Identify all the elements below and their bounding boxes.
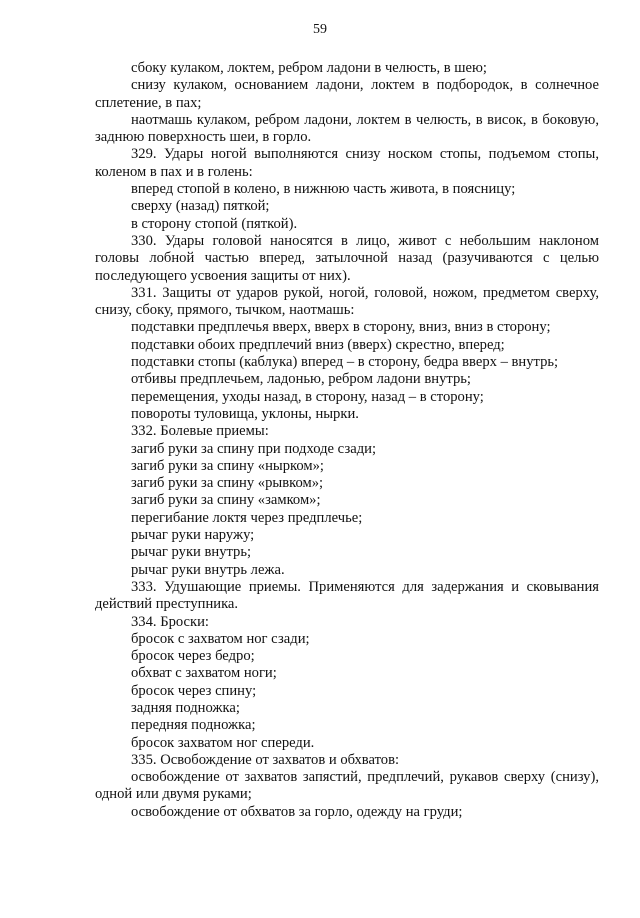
paragraph-331: 331. Защиты от ударов рукой, ногой, головой, ножом, предметом сверху, снизу, сбоку, прямого, тычком, наотмашь: bbox=[95, 284, 599, 319]
paragraph-335: 335. Освобождение от захватов и обхватов: bbox=[131, 751, 400, 768]
list-item: освобождение от захватов запястий, предплечий, рукавов сверху (снизу), одной или двумя руками; bbox=[95, 769, 599, 803]
list-item: подставки стопы (каблука) вперед – в сторону, бедра вверх – внутрь; bbox=[131, 354, 559, 371]
list-item: перемещения, уходы назад, в сторону, назад – в сторону; bbox=[131, 388, 484, 405]
list-item: передняя подножка; bbox=[131, 717, 256, 734]
list-item: загиб руки за спину при подходе сзади; bbox=[131, 440, 377, 457]
list-item: сбоку кулаком, локтем, ребром ладони в челюсть, в шею; bbox=[131, 60, 487, 76]
list-item: подставки предплечья вверх, вверх в сторону, вниз, вниз в сторону; bbox=[131, 319, 551, 336]
list-item: обхват с захватом ноги; bbox=[131, 665, 277, 682]
list-item: рычаг руки внутрь лежа. bbox=[131, 561, 285, 578]
list-item: отбивы предплечьем, ладонью, ребром ладони внутрь; bbox=[131, 371, 471, 388]
list-item: загиб руки за спину «нырком»; bbox=[131, 457, 324, 474]
list-item: рычаг руки наружу; bbox=[131, 527, 255, 544]
list-item: подставки обоих предплечий вниз (вверх) скрестно, вперед; bbox=[131, 336, 505, 353]
list-item: бросок через спину; bbox=[131, 682, 257, 699]
list-item: в сторону стопой (пяткой). bbox=[131, 215, 298, 232]
list-item: перегибание локтя через предплечье; bbox=[131, 509, 363, 526]
list-item: снизу кулаком, основанием ладони, локтем в подбородок, в солнечное сплетение, в пах; bbox=[95, 77, 599, 111]
paragraph-334: 334. Броски: bbox=[131, 613, 209, 630]
list-item: бросок захватом ног спереди. bbox=[131, 734, 315, 751]
list-item: задняя подножка; bbox=[131, 699, 240, 716]
page-number: 59 bbox=[313, 22, 327, 37]
paragraph-330: 330. Удары головой наносятся в лицо, живот с небольшим наклоном головы лобной частью вперед, затылочной назад (разучиваются с целью последующего усвоения защиты от них). bbox=[95, 232, 599, 284]
list-item: загиб руки за спину «замком»; bbox=[131, 492, 321, 509]
list-item: вперед стопой в колено, в нижнюю часть живота, в поясницу; bbox=[131, 181, 516, 198]
list-item: рычаг руки внутрь; bbox=[131, 544, 252, 561]
list-item: бросок через бедро; bbox=[131, 648, 255, 665]
list-item: загиб руки за спину «рывком»; bbox=[131, 475, 324, 492]
paragraph-332: 332. Болевые приемы: bbox=[131, 423, 269, 440]
paragraph-329: 329. Удары ногой выполняются снизу носком стопы, подъемом стопы, коленом в пах и в голень: bbox=[95, 146, 599, 180]
list-item: наотмашь кулаком, ребром ладони, локтем в челюсть, в висок, в боковую, заднюю поверхность шеи, в горло. bbox=[95, 111, 599, 146]
paragraph-333: 333. Удушающие приемы. Применяются для задержания и сковывания действий преступника. bbox=[95, 578, 599, 613]
list-item: бросок с захватом ног сзади; bbox=[131, 630, 310, 647]
list-item: повороты туловища, уклоны, нырки. bbox=[131, 405, 359, 422]
list-item: сверху (назад) пяткой; bbox=[131, 198, 270, 215]
text-body bbox=[95, 60, 599, 821]
list-item: освобождение от обхватов за горло, одежду на груди; bbox=[131, 803, 463, 820]
